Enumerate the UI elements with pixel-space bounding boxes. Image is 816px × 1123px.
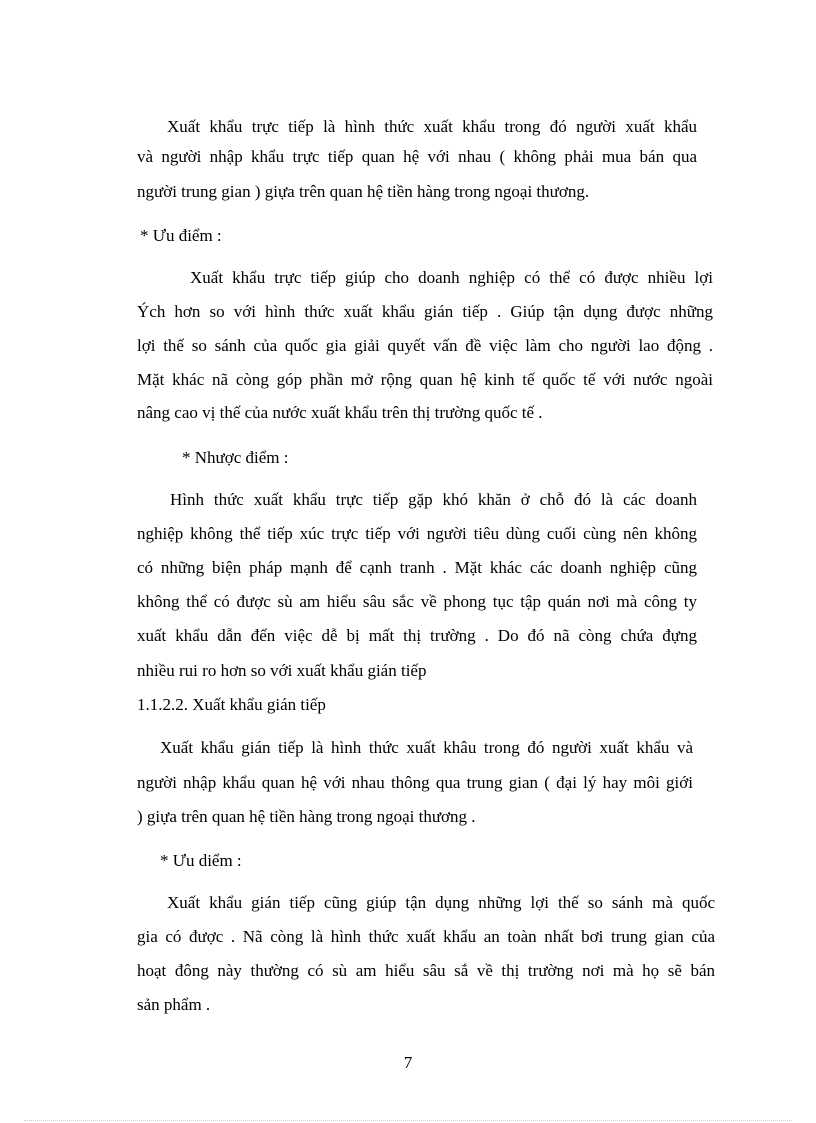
text-line: có những biện pháp mạnh để cạnh tranh . Mặt khác các doanh nghiệp cũng: [137, 558, 697, 577]
text-line: nghiệp không thể tiếp xúc trực tiếp với người tiêu dùng cuối cùng nên không: [137, 524, 697, 543]
text-line: ) giựa trên quan hệ tiền hàng trong ngoại thương .: [137, 807, 476, 826]
text-line: người nhập khẩu quan hệ với nhau thông qua trung gian ( đại lý hay môi giới: [137, 773, 693, 792]
text-line: Xuất khẩu trực tiếp giúp cho doanh nghiệp có thể có được nhiều lợi: [190, 268, 713, 287]
text-line: Xuất khẩu gián tiếp là hình thức xuất khâu trong đó người xuất khẩu và: [160, 738, 693, 757]
text-line: nhiều rui ro hơn so với xuất khẩu gián tiếp: [137, 661, 427, 680]
advantages-heading: * Ưu diểm :: [160, 851, 242, 870]
text-line: nâng cao vị thế của nước xuất khẩu trên thị trường quốc tế .: [137, 403, 543, 422]
text-line: gia có được . Nã còng là hình thức xuất khẩu an toàn nhất bơi trung gian của: [137, 927, 715, 946]
advantages-heading: * Ưu điểm :: [140, 226, 222, 245]
page-bottom-divider: [24, 1120, 792, 1121]
section-heading: 1.1.2.2. Xuất khẩu gián tiếp: [137, 695, 326, 714]
disadvantages-heading: * Nhược điểm :: [182, 448, 289, 467]
page-number: 7: [403, 1053, 413, 1072]
text-line: hoạt đông này thường có sù am hiểu sâu sắ về thị trường nơi mà họ sẽ bán: [137, 961, 715, 980]
text-line: xuất khẩu dẫn đến việc dễ bị mất thị trường . Do đó nã còng chứa đựng: [137, 626, 697, 645]
text-line: không thể có được sù am hiểu sâu sắc về phong tục tập quán nơi mà công ty: [137, 592, 697, 611]
text-line: Xuất khẩu trực tiếp là hình thức xuất khẩu trong đó người xuất khẩu: [167, 117, 697, 136]
text-line: người trung gian ) giựa trên quan hệ tiền hàng trong ngoại thương.: [137, 182, 590, 201]
text-line: Mặt khác nã còng góp phần mở rộng quan hệ kinh tế quốc tế với nước ngoài: [137, 370, 713, 389]
text-line: và người nhập khẩu trực tiếp quan hệ với nhau ( không phải mua bán qua: [137, 147, 697, 166]
text-line: lợi thế so sánh của quốc gia giải quyết vấn đề việc làm cho người lao động .: [137, 336, 713, 355]
text-line: Hình thức xuất khẩu trực tiếp gặp khó khăn ở chỗ đó là các doanh: [170, 490, 697, 509]
text-line: Xuất khẩu gián tiếp cũng giúp tận dụng những lợi thế so sánh mà quốc: [167, 893, 715, 912]
text-line: Ých hơn so với hình thức xuất khẩu gián tiếp . Giúp tận dụng được những: [137, 302, 713, 321]
text-line: sản phẩm .: [137, 995, 211, 1014]
